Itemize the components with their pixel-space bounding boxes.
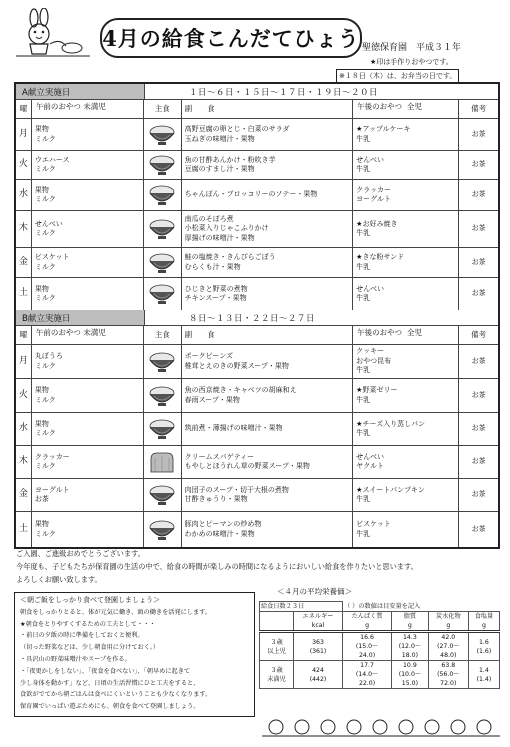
col-day: 曜 <box>16 100 32 118</box>
am-snack-item: ビスケット <box>34 253 70 261</box>
side-dish-cell <box>182 345 354 378</box>
nutrition-value <box>468 661 499 689</box>
age-group <box>260 632 294 661</box>
side-dish-item: チキンスープ・果物 <box>184 294 247 302</box>
pm-snack-item: クラッカー <box>356 185 392 194</box>
rice-bowl-icon <box>147 282 177 306</box>
col-am-sub: 未満児 <box>83 328 106 337</box>
age-group-line: ３歳 <box>270 638 283 646</box>
col-am-label: 午前のおやつ <box>35 328 81 337</box>
rice-bowl-icon <box>147 251 177 275</box>
am-snack-cell <box>32 512 144 547</box>
nutrition-value-line: 424 <box>312 666 324 674</box>
am-snack-cell <box>32 446 144 478</box>
note-cell: お茶 <box>471 424 486 433</box>
am-snack-cell <box>32 345 144 378</box>
side-dish-item: 豆腐のすまし汁・果物 <box>184 165 255 173</box>
pm-snack-item: 牛乳 <box>356 229 371 237</box>
nutrient-name: 脂質 <box>403 613 417 620</box>
side-dish-item: 魚の西京焼き・キャベツの胡麻和え <box>184 386 297 394</box>
nutrition-value-line: (56.0～ <box>437 671 460 678</box>
age-group-line: 以上児 <box>267 647 286 655</box>
rice-bowl-icon <box>147 217 177 241</box>
am-snack-item: ミルク <box>34 462 56 470</box>
am-snack-item: ミルク <box>34 361 56 370</box>
pm-snack-item: 牛乳 <box>356 395 371 404</box>
day-cell: 金 <box>16 479 32 511</box>
am-snack-item: ミルク <box>34 165 56 173</box>
nutrition-value-line: 24.0) <box>358 652 376 659</box>
menu-row <box>16 151 498 180</box>
side-dish-item: 豚肉とピーマンの炒め物 <box>184 520 262 528</box>
am-snack-cell <box>32 151 144 179</box>
am-snack-item: ミルク <box>34 429 56 437</box>
menu-row <box>16 211 498 248</box>
nutrition-value-line: 22.0) <box>358 680 376 687</box>
nutrition-corner <box>260 612 294 632</box>
side-dish-item: 魚の甘酢あんかけ・粉吹き芋 <box>184 155 276 164</box>
column-header-row <box>16 100 498 119</box>
bunny-illustration <box>14 8 92 58</box>
am-snack-item: 果物 <box>34 125 49 133</box>
nutrition-value-line: 42.0 <box>441 634 456 641</box>
nutrition-header <box>428 612 468 632</box>
nutrition-value-line: (27.0～ <box>437 643 460 650</box>
note-cell: お茶 <box>471 356 486 365</box>
menu-row <box>16 345 498 379</box>
nutrition-value-line: 1.4 <box>478 666 489 674</box>
day-cell: 金 <box>16 248 32 277</box>
side-dish-item: わかめの味噌汁・果物 <box>184 529 255 538</box>
section-dates: １日～６日・１５日～１７日・１９日～２０日 <box>189 87 379 98</box>
menu-row <box>16 180 498 211</box>
am-snack-item: ミルク <box>34 395 56 404</box>
nutrition-value-line: 16.6 <box>360 634 374 641</box>
pm-snack-cell <box>353 413 459 445</box>
nutrition-value <box>428 632 468 661</box>
note-cell: お茶 <box>471 289 486 298</box>
section-label: B献立実施日 <box>16 310 145 325</box>
nutrition-value-line: (1.4) <box>476 675 492 683</box>
note-cell: お茶 <box>471 190 486 199</box>
side-dish-cell <box>182 379 354 412</box>
pm-snack-item: ★きな粉サンド <box>356 253 405 261</box>
breakfast-title: ＜朝ご飯をしっかり食べて登園しましょう＞ <box>20 596 160 604</box>
header <box>14 6 500 84</box>
pm-snack-item: ★アップルケーキ <box>356 125 411 133</box>
message-line: ご入園、ご進級おめでとうございます。 <box>16 549 145 558</box>
nutrition-value-line: (15.0～ <box>355 643 379 650</box>
menu-table <box>14 82 500 549</box>
age-group-line: ３歳 <box>270 666 283 674</box>
pm-snack-item: ヤクルト <box>356 462 384 470</box>
side-dish-item: むらくも汁・果物 <box>184 262 241 271</box>
nutrition-header <box>343 612 392 632</box>
menu-row <box>16 512 498 547</box>
nutrition-header <box>468 612 499 632</box>
side-dish-cell <box>182 119 354 150</box>
nutrition-row <box>260 661 500 689</box>
am-snack-item: 果物 <box>34 419 49 428</box>
pm-snack-cell <box>353 345 459 378</box>
pm-snack-item: おやつ昆布 <box>356 356 392 365</box>
pm-snack-cell <box>353 479 459 511</box>
am-snack-item: せんべい <box>34 219 63 228</box>
nutrition-header <box>294 612 343 632</box>
rice-bowl-icon <box>147 417 177 441</box>
col-note: 備考 <box>471 104 487 114</box>
nutrition-value-line: 48.0) <box>440 652 457 659</box>
side-dish-item: 椎茸とえのきの野菜スープ・果物 <box>184 361 289 370</box>
main-dish-cell <box>144 278 182 310</box>
side-dish-item: 厚揚げの味噌汁・果物 <box>184 233 255 242</box>
note-handmade: ★印は手作りおやつです。 <box>370 58 453 66</box>
side-dish-cell <box>182 413 354 445</box>
day-cell: 月 <box>16 345 32 378</box>
nutrition-value <box>392 661 429 689</box>
am-snack-cell <box>32 119 144 150</box>
side-dish-cell <box>182 512 354 547</box>
section-banner <box>16 84 498 100</box>
footer-decoration <box>262 715 500 739</box>
nutrient-unit: g <box>407 622 412 629</box>
am-snack-item: クラッカー <box>34 452 70 461</box>
menu-row <box>16 446 498 479</box>
pm-snack-cell <box>353 278 459 310</box>
nutrition-value-line: (14.0～ <box>355 671 379 678</box>
col-am-sub: 未満児 <box>83 102 106 111</box>
menu-row <box>16 379 498 413</box>
rice-bowl-icon <box>147 123 177 147</box>
breakfast-line: 保育園でいっぱい遊ぶためにも、朝食を食べて登園しましょう。 <box>20 703 200 711</box>
side-dish-item: ちゃんぽん・ブロッコリーのソテー・果物 <box>184 190 318 199</box>
breakfast-line: ★朝食をとりやすくするための工夫として・・・ <box>20 620 156 628</box>
pm-snack-cell <box>353 119 459 150</box>
am-snack-item: ヨーグルト <box>34 485 70 494</box>
menu-row <box>16 479 498 512</box>
col-pm-sub: 全児 <box>406 102 422 111</box>
pm-snack-item: 牛乳 <box>356 134 371 143</box>
col-side: 副 食 <box>182 326 354 344</box>
breakfast-line: ・具沢山の野菜味噌汁やスープを作る。 <box>20 655 131 663</box>
breakfast-line: 食欲がでてから朝ごはんは食べにくいということも少なくなります。 <box>20 691 212 699</box>
nutrition-value <box>392 632 429 661</box>
am-snack-cell <box>32 379 144 412</box>
pm-snack-item: せんべい <box>356 155 385 164</box>
nutrition-table <box>259 601 500 689</box>
col-main: 主食 <box>144 326 182 344</box>
note-cell: お茶 <box>471 129 486 138</box>
main-dish-cell <box>144 248 182 277</box>
pm-snack-item: 牛乳 <box>356 429 371 437</box>
menu-row <box>16 413 498 446</box>
day-cell: 土 <box>16 512 32 547</box>
col-note: 備考 <box>471 330 487 340</box>
section-label: A献立実施日 <box>16 84 145 99</box>
pm-snack-item: 牛乳 <box>356 262 371 271</box>
pm-snack-item: ヨーグルト <box>356 195 391 203</box>
main-dish-cell <box>144 413 182 445</box>
rice-bowl-icon <box>147 483 177 507</box>
pm-snack-item: クッキー <box>356 347 385 356</box>
breakfast-line: ・「夜更かしをしない」、「夜食を食べない」、「朝早めに起きて <box>20 667 191 675</box>
nutrition-value-line: 14.3 <box>403 634 417 641</box>
side-dish-cell <box>182 211 354 247</box>
side-dish-item: ポークビーンズ <box>184 352 233 360</box>
breakfast-line: 少し身体を動かす」など、日頃の生活習慣にひと工夫をすると、 <box>20 679 200 687</box>
section-dates: ８日～１３日・２２日～２７日 <box>189 313 316 324</box>
day-cell: 木 <box>16 211 32 247</box>
am-snack-item: 果物 <box>34 284 49 293</box>
message-line: よろしくお願い致します。 <box>16 575 102 584</box>
nutrition-value-line: (361) <box>309 647 327 655</box>
side-dish-item: クリームスパゲティー <box>184 452 255 461</box>
nutrient-name: エネルギー <box>302 613 334 620</box>
am-snack-item: ミルク <box>34 195 56 203</box>
rice-bowl-icon <box>147 350 177 374</box>
nutrition-value <box>468 632 499 661</box>
note-cell: お茶 <box>471 224 486 233</box>
nutrition-header <box>392 612 429 632</box>
am-snack-cell <box>32 211 144 247</box>
side-dish-item: 高野豆腐の卵とじ・白菜のサラダ <box>184 125 290 133</box>
breakfast-line: 朝食をしっかりとると、体が元気に働き、頭の働きを活発にします。 <box>20 608 212 616</box>
nutrient-unit: g <box>365 622 370 629</box>
am-snack-cell <box>32 248 144 277</box>
nutrient-unit: g <box>481 622 486 629</box>
pm-snack-cell <box>353 180 459 210</box>
nutrient-name: 食塩量 <box>474 613 494 620</box>
day-cell: 水 <box>16 413 32 445</box>
nutrition-value-line: (1.6) <box>476 647 492 655</box>
col-day: 曜 <box>16 326 32 344</box>
am-snack-item: ミルク <box>34 262 56 271</box>
side-dish-cell <box>182 278 354 310</box>
pm-snack-item: せんべい <box>356 452 385 461</box>
am-snack-cell <box>32 278 144 310</box>
main-dish-cell <box>144 345 182 378</box>
side-dish-item: 甘酢きゅうり・果物 <box>184 495 248 503</box>
menu-row <box>16 248 498 278</box>
day-cell: 水 <box>16 180 32 210</box>
pm-snack-cell <box>353 446 459 478</box>
col-am-label: 午前のおやつ <box>35 102 81 111</box>
am-snack-item: ミルク <box>34 529 56 538</box>
main-dish-cell <box>144 151 182 179</box>
pm-snack-item: ★スイートパンプキン <box>356 485 425 494</box>
main-dish-cell <box>144 479 182 511</box>
breakfast-line: ・前日の夕飯の時に準備をしておくと便利。 <box>20 632 144 640</box>
am-snack-item: ウエハース <box>34 155 70 164</box>
note-cell: お茶 <box>471 390 486 399</box>
rice-bowl-icon <box>147 183 177 207</box>
pm-snack-item: 牛乳 <box>356 165 371 173</box>
age-group-line: 未満児 <box>267 675 286 683</box>
pm-snack-cell <box>353 379 459 412</box>
am-snack-item: ミルク <box>34 294 56 302</box>
age-group <box>260 661 294 689</box>
greeting-message <box>16 547 496 586</box>
am-snack-item: 丸ぼうろ <box>34 352 63 360</box>
menu-row <box>16 278 498 310</box>
nutrient-name: 炭水化物 <box>435 613 461 620</box>
rice-bowl-icon <box>147 384 177 408</box>
col-pm-snack <box>353 326 459 344</box>
rice-bowl-icon <box>147 153 177 177</box>
pm-snack-item: ★野菜ゼリー <box>356 386 398 394</box>
nutrient-unit: kcal <box>311 622 325 629</box>
side-dish-cell <box>182 151 354 179</box>
pm-snack-item: 牛乳 <box>356 495 371 503</box>
nutrition-value-line: 10.9 <box>403 662 417 669</box>
breakfast-line: （切った野菜などは、少し朝食用に分けておく。） <box>20 644 160 652</box>
main-dish-cell <box>144 211 182 247</box>
pm-snack-cell <box>353 248 459 277</box>
nutrition-value-line: 1.6 <box>478 638 489 646</box>
nutrition-value <box>294 661 343 689</box>
side-dish-item: もやしとほうれん草の野菜スープ・果物 <box>184 462 310 470</box>
nutrition-value-line: 17.7 <box>360 662 374 669</box>
am-snack-item: お茶 <box>34 495 49 503</box>
side-dish-item: 肉団子のスープ・切干大根の煮物 <box>184 485 289 494</box>
am-snack-cell <box>32 180 144 210</box>
am-snack-item: 果物 <box>34 386 49 394</box>
nutrition-value-line: 63.8 <box>441 662 456 669</box>
day-cell: 月 <box>16 119 32 150</box>
side-dish-item: 春雨スープ・果物 <box>184 395 240 404</box>
col-pm-sub: 全児 <box>406 328 422 337</box>
breakfast-advice-box <box>14 592 255 717</box>
col-am-snack <box>32 100 144 118</box>
column-header-row <box>16 326 498 345</box>
nutrition-value-line: 72.0) <box>440 680 457 687</box>
am-snack-cell <box>32 479 144 511</box>
col-pm-snack <box>353 100 459 118</box>
note-cell: お茶 <box>471 257 486 266</box>
message-line: 今年度も、子どもたちが保育園の生活の中で、給食の時間が楽しみの時間になるようにおいしい給食を作りたいと思います。 <box>16 562 418 571</box>
note-lunchbox: ※１８日（木）は、お弁当の日です。 <box>336 69 459 83</box>
pm-snack-item: 牛乳 <box>356 294 371 302</box>
rice-bowl-icon <box>147 518 177 542</box>
nutrition-value-line: 15.0) <box>401 680 418 687</box>
day-cell: 火 <box>16 151 32 179</box>
am-snack-cell <box>32 413 144 445</box>
col-pm-label: 午後のおやつ <box>357 102 403 111</box>
side-dish-item: 鮭の塩焼き・きんぴらごぼう <box>184 253 276 261</box>
note-cell: お茶 <box>471 490 486 499</box>
pm-snack-item: 牛乳 <box>356 529 371 538</box>
col-am-snack <box>32 326 144 344</box>
pm-snack-cell <box>353 512 459 547</box>
nutrition-value <box>294 632 343 661</box>
nutrition-value <box>343 661 392 689</box>
note-cell: お茶 <box>471 524 486 533</box>
main-dish-cell <box>144 119 182 150</box>
main-dish-cell <box>144 446 182 478</box>
nutrition-value-line: (10.0～ <box>398 671 422 678</box>
am-snack-item: ミルク <box>34 134 56 143</box>
col-pm-label: 午後のおやつ <box>357 328 403 337</box>
nutrition-value <box>343 632 392 661</box>
day-cell: 木 <box>16 446 32 478</box>
side-dish-cell <box>182 479 354 511</box>
side-dish-cell <box>182 446 354 478</box>
pm-snack-item: ビスケット <box>356 520 391 528</box>
nutrition-row <box>260 632 500 661</box>
school-name: 聖徳保育園 平成３１年 <box>362 43 462 53</box>
side-dish-item: 筑前煮・薄揚げの味噌汁・果物 <box>184 424 283 433</box>
pm-snack-cell <box>353 151 459 179</box>
side-dish-cell <box>182 180 354 210</box>
day-cell: 火 <box>16 379 32 412</box>
nutrition-value-line: (12.0～ <box>398 643 422 650</box>
note-cell: お茶 <box>471 160 486 169</box>
col-main: 主食 <box>144 100 182 118</box>
pm-snack-item: 牛乳 <box>356 366 371 375</box>
nutrition-value <box>428 661 468 689</box>
nutrient-name: たんぱく質 <box>351 613 383 620</box>
pm-snack-cell <box>353 211 459 247</box>
nutrition-days: 給食日数２３日 <box>260 602 343 612</box>
main-dish-cell <box>144 379 182 412</box>
note-cell: お茶 <box>471 457 486 466</box>
side-dish-item: 南瓜のそぼろ煮 <box>184 214 234 223</box>
page-title: 4月の給食こんだてひょう <box>100 18 362 58</box>
bread-loaf-icon <box>147 450 177 474</box>
am-snack-item: 果物 <box>34 185 49 194</box>
side-dish-item: ひじきと野菜の煮物 <box>184 284 248 293</box>
am-snack-item: ミルク <box>34 229 56 237</box>
nutrition-value-line: 18.0) <box>401 652 418 659</box>
section-banner <box>16 310 498 326</box>
main-dish-cell <box>144 512 182 547</box>
side-dish-item: 小松菜入りじゃこふりかけ <box>184 224 269 233</box>
main-dish-cell <box>144 180 182 210</box>
nutrition-value-line: (442) <box>309 675 327 683</box>
pm-snack-item: ★お好み焼き <box>356 219 398 228</box>
menu-row <box>16 119 498 151</box>
nutrition-note: （ ）の数値は目安量を記入 <box>343 602 500 612</box>
pm-snack-item: せんべい <box>356 284 385 293</box>
day-cell: 土 <box>16 278 32 310</box>
am-snack-item: 果物 <box>34 520 49 528</box>
nutrition-value-line: 363 <box>312 638 324 646</box>
side-dish-item: 玉ねぎの味噌汁・果物 <box>184 134 255 143</box>
nutrition-title: ＜４月の平均栄養価＞ <box>277 587 352 596</box>
nutrient-unit: g <box>446 622 451 629</box>
pm-snack-item: ★チーズ入り蒸しパン <box>356 419 426 428</box>
col-side: 副 食 <box>182 100 354 118</box>
side-dish-cell <box>182 248 354 277</box>
